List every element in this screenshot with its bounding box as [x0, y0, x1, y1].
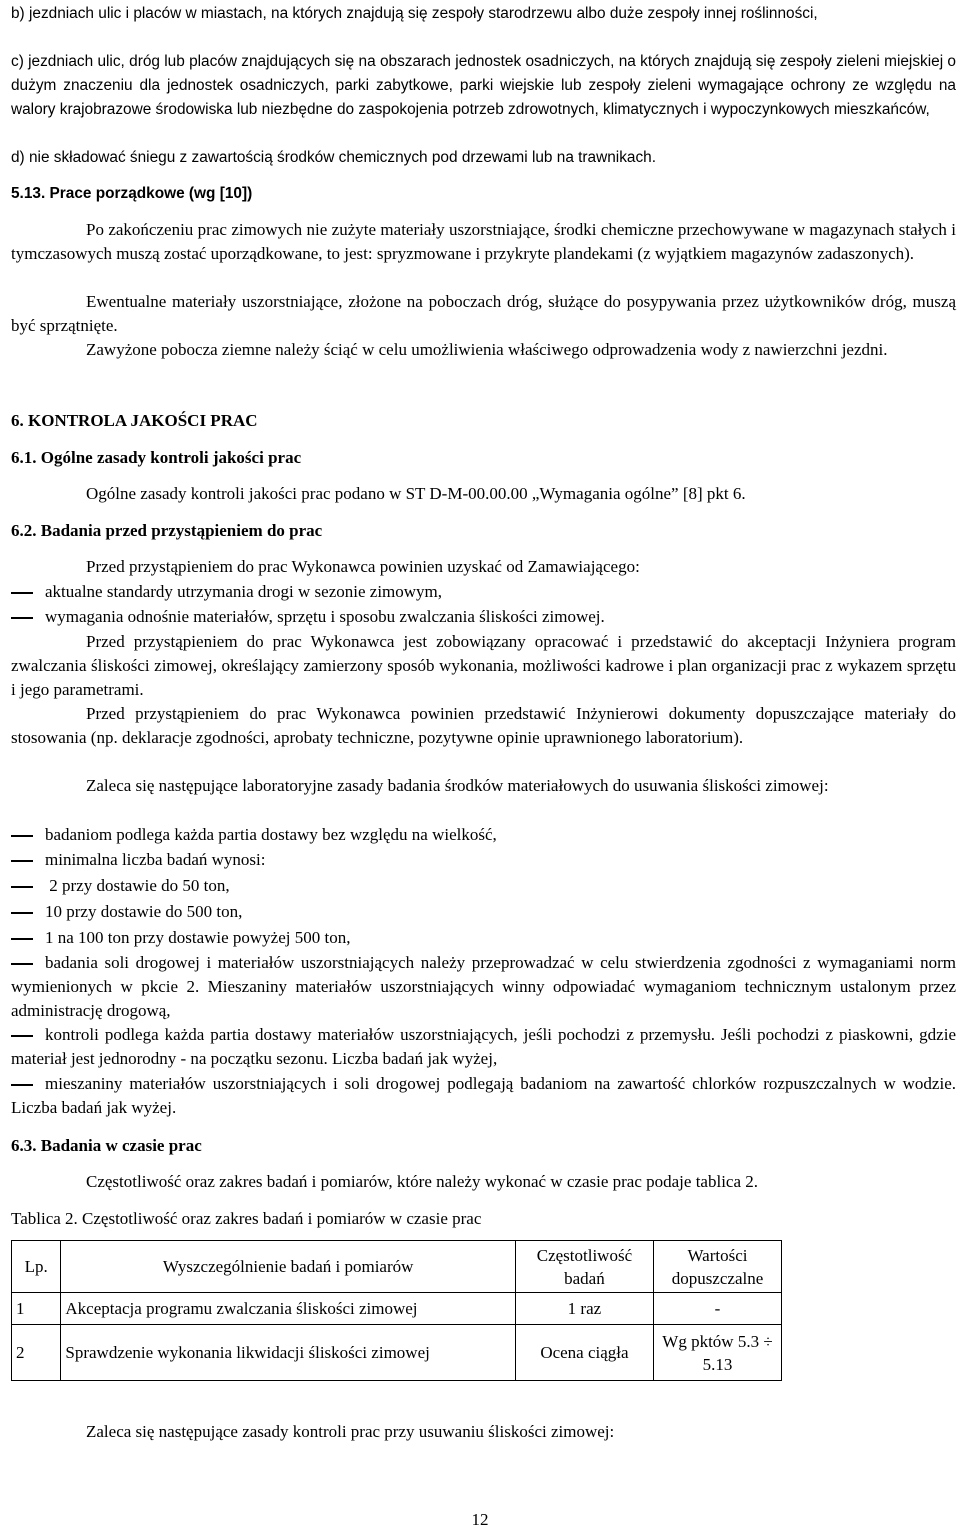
list-item: [11, 900, 956, 924]
list-item: [11, 580, 956, 604]
list-item-d: d) nie składować śniegu z zawartością środków chemicznych pod drzewami lub na trawnikach.: [11, 149, 656, 166]
column-header: Wyszczególnienie badań i pomiarów: [61, 1241, 516, 1293]
list-item: [11, 926, 956, 950]
list-item: [11, 1072, 956, 1120]
paragraph: Po zakończeniu prac zimowych nie zużyte materiały uszorstniające, środki chemiczne przechowywane w magazynach stałych i tymczasowych muszą zostać uporządkowane, to jest: spryzmowane i przykryte plandekami (z wyjątkiem magazynów zadaszonych).: [11, 220, 956, 263]
list-item-text: badania soli drogowej i materiałów uszorstniających należy przeprowadzać w celu stwierdzenia zgodności z wymaganiami norm wymienionych w pkcie 2. Mieszaniny materiałów uszorstniających winny odpowiadać wymaganiom technicznym ustalonym przez administrację drogową,: [11, 953, 956, 1020]
paragraph: Zaleca się następujące laboratoryjne zasady badania środków materiałowych do usuwania śliskości zimowej:: [86, 776, 829, 795]
list-item-text: wymagania odnośnie materiałów, sprzętu i sposobu zwalczania śliskości zimowej.: [45, 607, 605, 626]
dash-bullet: [11, 874, 33, 888]
heading-5-13: 5.13. Prace porządkowe (wg [10]): [11, 185, 253, 202]
table-cell: 1: [12, 1293, 61, 1325]
table-cell: 2: [12, 1325, 61, 1381]
table-header-row: [12, 1241, 782, 1293]
results-table: [11, 1240, 782, 1381]
list-item-text: kontroli podlega każda partia dostawy materiałów uszorstniających, jeśli pochodzi z przemysłu. Jeśli pochodzi z piaskowni, gdzie materiał jest jednorodny - na początku sezonu. Liczba badań jak wyżej,: [11, 1025, 956, 1068]
list-item-text: mieszaniny materiałów uszorstniających i soli drogowej podlegają badaniom na zawartość chlorków rozpuszczalnych w wodzie. Liczba badań jak wyżej.: [11, 1074, 956, 1117]
list-item-text: 2 przy dostawie do 50 ton,: [45, 876, 230, 895]
list-item: [11, 848, 956, 872]
list-item-text: 10 przy dostawie do 500 ton,: [45, 902, 243, 921]
table-cell: Ocena ciągła: [515, 1325, 653, 1381]
list-item: [11, 874, 956, 898]
table-cell: Sprawdzenie wykonania likwidacji śliskości zimowej: [61, 1325, 516, 1381]
list-item-text: badaniom podlega każda partia dostawy bez względu na wielkość,: [45, 825, 497, 844]
paragraph: Częstotliwość oraz zakres badań i pomiarów, które należy wykonać w czasie prac podaje tablica 2.: [86, 1172, 759, 1191]
table-cell: 1 raz: [515, 1293, 653, 1325]
dash-bullet: [11, 848, 33, 862]
table-caption: Tablica 2. Częstotliwość oraz zakres badań i pomiarów w czasie prac: [11, 1209, 482, 1228]
column-header: Wartości dopuszczalne: [653, 1241, 781, 1293]
table-row: [12, 1293, 782, 1325]
table-row: [12, 1325, 782, 1381]
table-cell: Akceptacja programu zwalczania śliskości zimowej: [61, 1293, 516, 1325]
dash-bullet: [11, 900, 33, 914]
dash-bullet: [11, 605, 33, 619]
paragraph: Ogólne zasady kontroli jakości prac podano w ST D-M-00.00.00 „Wymagania ogólne” [8] pkt 6.: [86, 484, 746, 503]
column-header: Lp.: [12, 1241, 61, 1293]
dash-bullet: [11, 1023, 33, 1037]
paragraph: Przed przystąpieniem do prac Wykonawca powinien uzyskać od Zamawiającego:: [86, 557, 640, 576]
dash-bullet: [11, 1072, 33, 1086]
column-header: Częstotliwość badań: [515, 1241, 653, 1293]
paragraph: Przed przystąpieniem do prac Wykonawca powinien przedstawić Inżynierowi dokumenty dopuszczające materiały do stosowania (np. deklaracje zgodności, aprobaty techniczne, pozytywne opinie uprawnionego laboratorium).: [11, 704, 956, 747]
heading-6: 6. KONTROLA JAKOŚCI PRAC: [11, 411, 258, 430]
list-item-c: c) jezdniach ulic, dróg lub placów znajdujących się na obszarach jednostek osadniczych, na których znajdują się zespoły zieleni miejskiej o dużym znaczeniu dla jednostek osadniczych, parki zabytkowe, parki wiejskie lub zespoły zieleni wymagające ochrony ze względu na walory krajobrazowe środowiska lub niezbędne do zaspokojenia potrzeb zdrowotnych, klimatycznych i wypoczynkowych mieszkańców,: [11, 53, 956, 118]
list-item: [11, 605, 956, 629]
paragraph: Ewentualne materiały uszorstniające, złożone na poboczach dróg, służące do posypywania przez użytkowników dróg, muszą być sprzątnięte.: [11, 292, 956, 335]
list-item: [11, 1023, 956, 1071]
heading-6-1: 6.1. Ogólne zasady kontroli jakości prac: [11, 448, 302, 467]
table-cell: Wg pktów 5.3 ÷ 5.13: [653, 1325, 781, 1381]
list-item-text: 1 na 100 ton przy dostawie powyżej 500 ton,: [45, 928, 351, 947]
paragraph: Zawyżone pobocza ziemne należy ściąć w celu umożliwienia właściwego odprowadzenia wody z nawierzchni jezdni.: [86, 340, 888, 359]
paragraph: Zaleca się następujące zasady kontroli prac przy usuwaniu śliskości zimowej:: [86, 1422, 615, 1441]
table-cell: -: [653, 1293, 781, 1325]
dash-bullet: [11, 580, 33, 594]
paragraph: Przed przystąpieniem do prac Wykonawca jest zobowiązany opracować i przedstawić do akceptacji Inżyniera program zwalczania śliskości zimowej, określający zamierzony sposób wykonania, możliwości kadrowe i plan organizacji prac z wykazem sprzętu i jego parametrami.: [11, 632, 956, 699]
dash-bullet: [11, 951, 33, 965]
list-item: [11, 823, 956, 847]
dash-bullet: [11, 926, 33, 940]
dash-bullet: [11, 823, 33, 837]
list-item: [11, 951, 956, 1023]
list-item-text: minimalna liczba badań wynosi:: [45, 850, 266, 869]
page-number: 12: [471, 1510, 489, 1529]
list-item-b: b) jezdniach ulic i placów w miastach, na których znajdują się zespoły starodrzewu albo duże zespoły innej roślinności,: [11, 5, 818, 22]
heading-6-2: 6.2. Badania przed przystąpieniem do prac: [11, 521, 323, 540]
heading-6-3: 6.3. Badania w czasie prac: [11, 1136, 202, 1155]
list-item-text: aktualne standardy utrzymania drogi w sezonie zimowym,: [45, 582, 443, 601]
